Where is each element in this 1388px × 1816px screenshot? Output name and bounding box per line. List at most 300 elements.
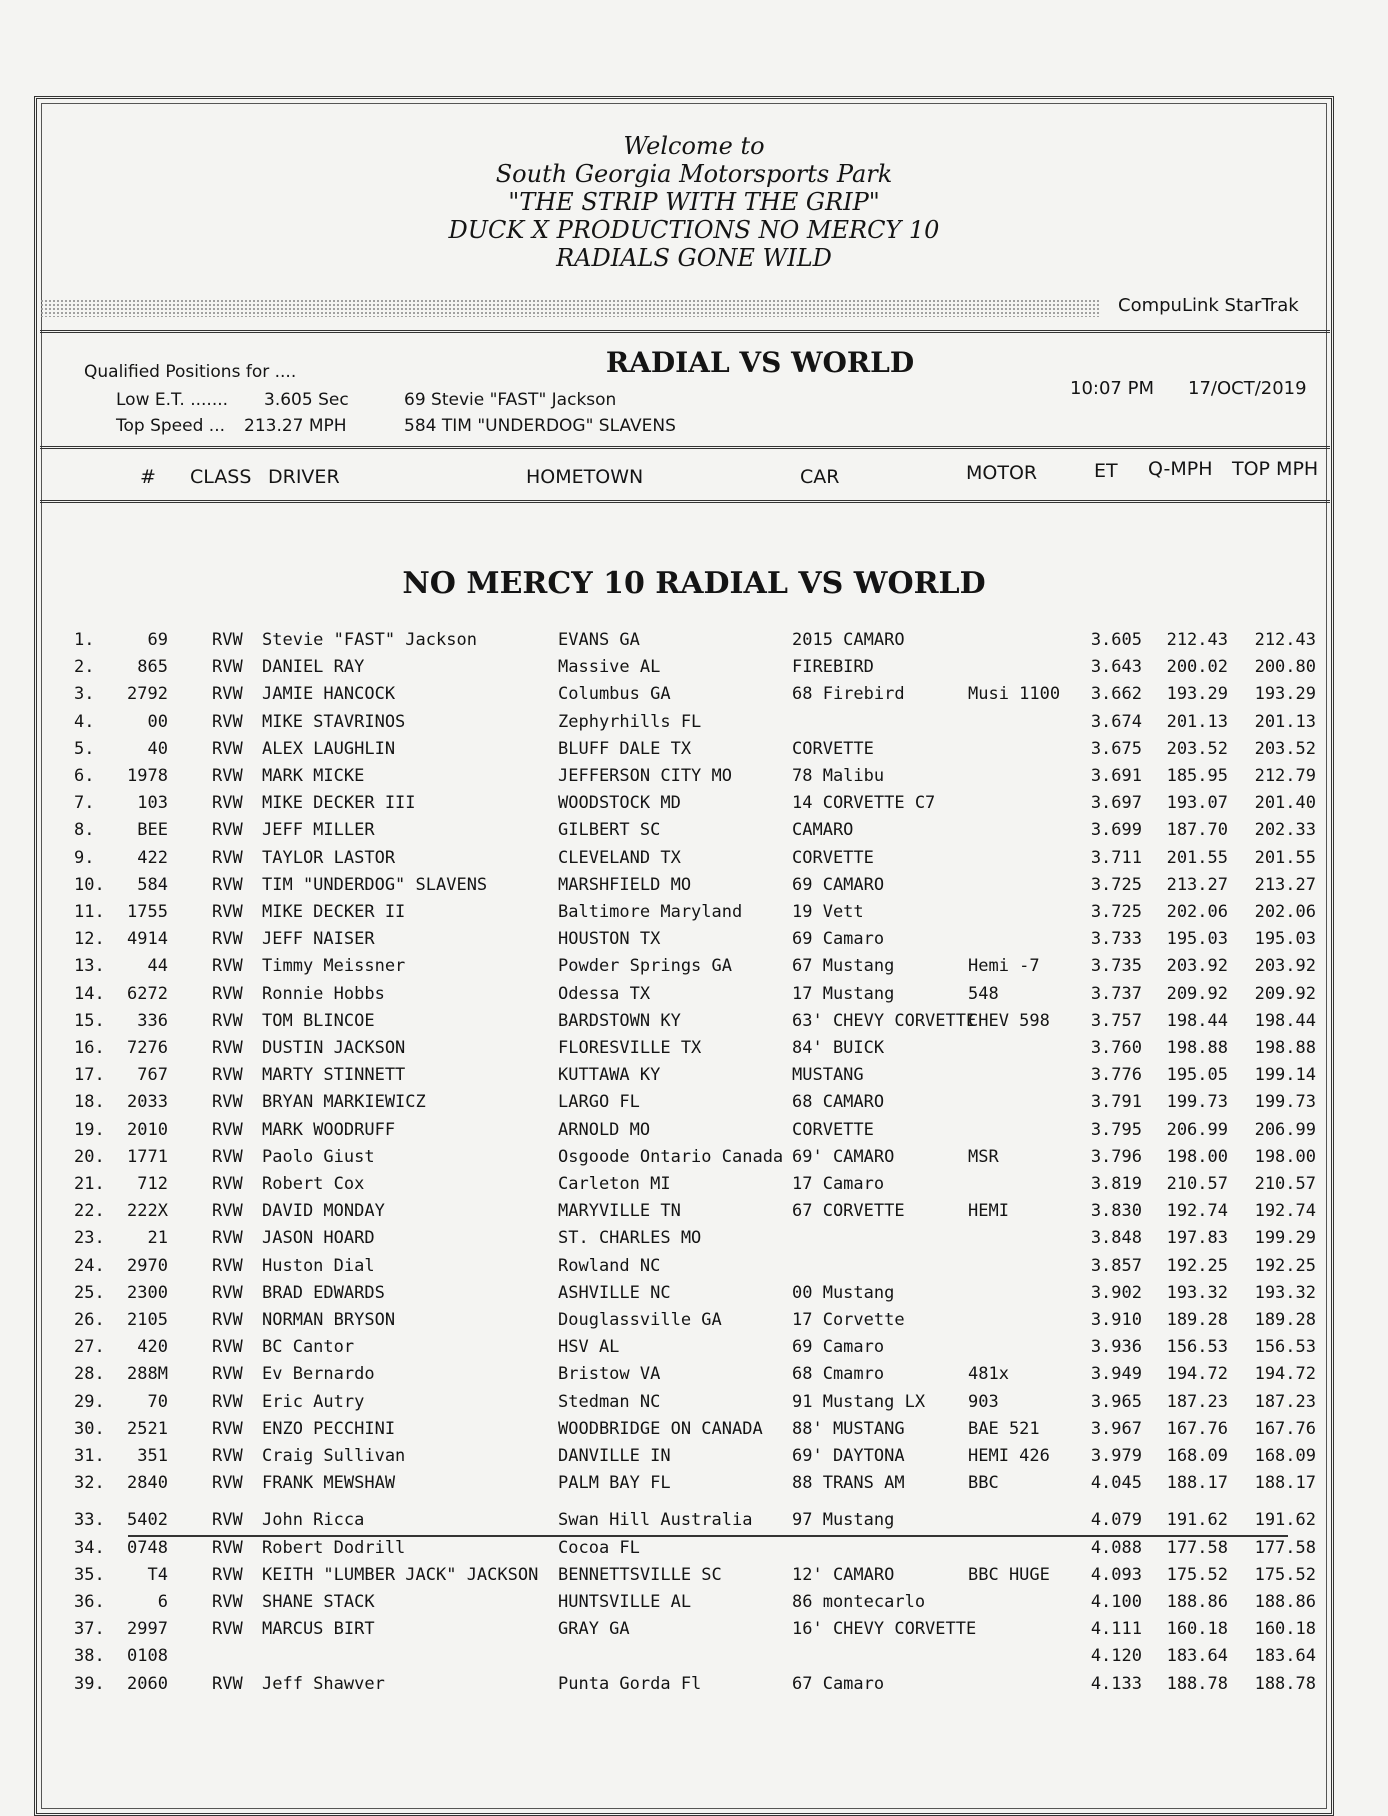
header-line: RADIALS GONE WILD [556, 244, 832, 272]
cell-driver: ALEX LAUGHLIN [262, 738, 396, 759]
table-row [0, 766, 1388, 793]
cell-top-mph: 212.43 [1254, 630, 1316, 650]
cell-qualifying-mph: 198.88 [1166, 1038, 1228, 1058]
cell-motor: HEMI [968, 1201, 1009, 1222]
table-row [0, 1510, 1388, 1537]
cell-car: 17 Camaro [792, 1174, 885, 1194]
cell-driver: BC Cantor [262, 1337, 355, 1358]
cell-class: RVW [212, 1092, 243, 1113]
table-row [0, 1011, 1388, 1038]
cell-class: RVW [212, 956, 243, 977]
cell-top-mph: 201.13 [1254, 711, 1316, 732]
cell-driver: TAYLOR LASTOR [262, 847, 396, 868]
cell-et: 4.079 [1090, 1510, 1142, 1531]
col-qmph: Q-MPH [1148, 458, 1213, 480]
cell-et: 3.776 [1090, 1065, 1142, 1086]
cell-car-number: 6272 [127, 983, 168, 1004]
cell-car-number: 222X [127, 1201, 168, 1222]
cell-top-mph: 192.25 [1254, 1255, 1316, 1276]
cell-motor: CHEV 598 [968, 1010, 1050, 1031]
cell-driver: MARCUS BIRT [262, 1619, 375, 1640]
cell-qualifying-mph: 198.00 [1166, 1146, 1228, 1167]
cell-position: 6. [74, 766, 95, 786]
cell-driver: MIKE DECKER II [262, 902, 406, 922]
cell-car-number: 865 [137, 657, 168, 678]
cell-car-number: 767 [137, 1065, 168, 1086]
cell-hometown: Zephyrhills FL [558, 711, 702, 732]
cell-class: RVW [212, 1537, 243, 1558]
cell-position: 11. [74, 902, 105, 922]
cell-et: 3.791 [1090, 1092, 1142, 1113]
qualified-label: Qualified Positions for .... [84, 362, 297, 382]
table-row [0, 1419, 1388, 1446]
cell-qualifying-mph: 183.64 [1166, 1646, 1228, 1667]
cell-car: 69 Camaro [792, 929, 885, 950]
cell-position: 31. [74, 1446, 105, 1466]
table-row [0, 1065, 1388, 1092]
cell-et: 3.733 [1090, 929, 1142, 950]
cell-et: 4.111 [1090, 1619, 1142, 1640]
cell-class: RVW [212, 1510, 243, 1531]
cell-hometown: ST. CHARLES MO [558, 1228, 702, 1249]
table-row [0, 1565, 1388, 1592]
cell-car: 12' CAMARO [792, 1564, 895, 1585]
cell-top-mph: 198.00 [1254, 1146, 1316, 1167]
table-row [0, 1646, 1388, 1673]
low-et-driver: 69 Stevie "FAST" Jackson [404, 390, 617, 410]
cell-car: CORVETTE [792, 1119, 874, 1140]
cell-position: 26. [74, 1310, 105, 1330]
low-et-value: 3.605 Sec [264, 390, 349, 410]
table-row [0, 956, 1388, 983]
cell-top-mph: 193.29 [1254, 684, 1316, 705]
cell-car: 69' CAMARO [792, 1146, 895, 1167]
cell-qualifying-mph: 200.02 [1166, 657, 1228, 678]
cell-top-mph: 195.03 [1254, 929, 1316, 950]
cell-position: 1. [74, 630, 95, 650]
cell-car: 88 TRANS AM [792, 1473, 905, 1494]
cell-top-mph: 198.88 [1254, 1038, 1316, 1058]
cell-driver: DAVID MONDAY [262, 1201, 385, 1222]
top-speed-label: Top Speed ... [116, 416, 225, 436]
cell-position: 22. [74, 1201, 105, 1222]
cell-position: 14. [74, 983, 105, 1004]
cell-et: 3.725 [1090, 902, 1142, 922]
cell-et: 3.796 [1090, 1146, 1142, 1167]
cell-driver: Timmy Meissner [262, 956, 406, 977]
cell-qualifying-mph: 185.95 [1166, 766, 1228, 786]
cell-top-mph: 212.79 [1254, 766, 1316, 786]
cell-position: 18. [74, 1092, 105, 1113]
cell-top-mph: 200.80 [1254, 657, 1316, 678]
cell-hometown: Cocoa FL [558, 1537, 640, 1558]
cell-top-mph: 198.44 [1254, 1010, 1316, 1031]
cell-top-mph: 168.09 [1254, 1446, 1316, 1466]
cell-et: 3.949 [1090, 1364, 1142, 1385]
cell-car: 2015 CAMARO [792, 630, 905, 650]
col-driver: DRIVER [268, 466, 340, 488]
cell-driver: DUSTIN JACKSON [262, 1038, 406, 1058]
cell-car-number: 7276 [127, 1038, 168, 1058]
cell-top-mph: 213.27 [1254, 874, 1316, 895]
cell-position: 38. [74, 1646, 105, 1667]
cell-hometown: PALM BAY FL [558, 1473, 671, 1494]
table-row [0, 1256, 1388, 1283]
welcome-header [0, 132, 1388, 272]
cell-class: RVW [212, 874, 243, 895]
header-line: "THE STRIP WITH THE GRIP" [508, 188, 880, 216]
cell-motor: BBC HUGE [968, 1564, 1050, 1585]
cell-class: RVW [212, 1038, 243, 1058]
cell-driver: JEFF MILLER [262, 820, 375, 841]
cell-position: 24. [74, 1255, 105, 1276]
cell-qualifying-mph: 192.25 [1166, 1255, 1228, 1276]
cell-class: RVW [212, 1337, 243, 1358]
cell-position: 19. [74, 1119, 105, 1140]
cell-et: 3.675 [1090, 738, 1142, 759]
cell-driver: Robert Cox [262, 1174, 365, 1194]
cell-car: 78 Malibu [792, 766, 885, 786]
cell-et: 3.674 [1090, 711, 1142, 732]
cell-qualifying-mph: 177.58 [1166, 1537, 1228, 1558]
cell-hometown: Osgoode Ontario Canada [558, 1146, 784, 1167]
cell-hometown: HSV AL [558, 1337, 620, 1358]
cell-top-mph: 191.62 [1254, 1510, 1316, 1531]
cell-et: 3.830 [1090, 1201, 1142, 1222]
cell-car-number: 70 [147, 1391, 168, 1412]
cell-driver: BRAD EDWARDS [262, 1282, 385, 1303]
cell-et: 4.088 [1090, 1537, 1142, 1558]
cell-position: 7. [74, 793, 95, 814]
col-num: # [140, 466, 156, 488]
cell-driver: KEITH "LUMBER JACK" JACKSON [262, 1564, 539, 1585]
cell-position: 20. [74, 1146, 105, 1167]
cell-qualifying-mph: 195.03 [1166, 929, 1228, 950]
table-row [0, 1473, 1388, 1500]
cell-position: 39. [74, 1673, 105, 1694]
cell-car: 17 Mustang [792, 983, 895, 1004]
table-row [0, 1674, 1388, 1701]
cell-car-number: 712 [137, 1174, 168, 1194]
cell-position: 21. [74, 1174, 105, 1194]
dotted-band [40, 299, 1100, 317]
cell-class: RVW [212, 1564, 243, 1585]
cell-class: RVW [212, 847, 243, 868]
cell-qualifying-mph: 167.76 [1166, 1418, 1228, 1439]
cell-class: RVW [212, 1282, 243, 1303]
cell-hometown: Powder Springs GA [558, 956, 732, 977]
table-row [0, 820, 1388, 847]
table-row [0, 1337, 1388, 1364]
cell-car: 67 CORVETTE [792, 1201, 905, 1222]
cell-qualifying-mph: 213.27 [1166, 874, 1228, 895]
cell-et: 3.848 [1090, 1228, 1142, 1249]
cell-car-number: 4914 [127, 929, 168, 950]
cell-position: 12. [74, 929, 105, 950]
cell-car: 16' CHEVY CORVETTE [792, 1619, 977, 1640]
cell-driver: FRANK MEWSHAW [262, 1473, 396, 1494]
table-row [0, 1592, 1388, 1619]
cell-top-mph: 194.72 [1254, 1364, 1316, 1385]
cell-qualifying-mph: 206.99 [1166, 1119, 1228, 1140]
cell-hometown: CLEVELAND TX [558, 847, 681, 868]
cell-top-mph: 188.78 [1254, 1673, 1316, 1694]
cell-qualifying-mph: 175.52 [1166, 1564, 1228, 1585]
cell-car: 68 Cmamro [792, 1364, 885, 1385]
cell-qualifying-mph: 188.86 [1166, 1592, 1228, 1612]
cell-et: 3.819 [1090, 1174, 1142, 1194]
table-row [0, 1038, 1388, 1065]
cell-position: 15. [74, 1010, 105, 1031]
cell-qualifying-mph: 156.53 [1166, 1337, 1228, 1358]
cell-class: RVW [212, 1174, 243, 1194]
cell-car-number: 422 [137, 847, 168, 868]
cell-qualifying-mph: 210.57 [1166, 1174, 1228, 1194]
cell-top-mph: 206.99 [1254, 1119, 1316, 1140]
cell-car-number: 21 [147, 1228, 168, 1249]
cell-et: 3.711 [1090, 847, 1142, 868]
cell-top-mph: 199.73 [1254, 1092, 1316, 1113]
cell-driver: DANIEL RAY [262, 657, 365, 678]
cell-motor: BBC [968, 1473, 999, 1494]
cell-hometown: FLORESVILLE TX [558, 1038, 702, 1058]
cell-qualifying-mph: 193.32 [1166, 1282, 1228, 1303]
cell-hometown: BLUFF DALE TX [558, 738, 692, 759]
cell-et: 3.605 [1090, 630, 1142, 650]
cell-position: 16. [74, 1038, 105, 1058]
cell-car: 19 Vett [792, 902, 864, 922]
cell-qualifying-mph: 201.13 [1166, 711, 1228, 732]
cell-top-mph: 156.53 [1254, 1337, 1316, 1358]
cell-hometown: EVANS GA [558, 630, 640, 650]
cell-et: 4.093 [1090, 1564, 1142, 1585]
cell-top-mph: 201.55 [1254, 847, 1316, 868]
cell-motor: 903 [968, 1391, 999, 1412]
table-row [0, 1174, 1388, 1201]
cell-class: RVW [212, 711, 243, 732]
cell-class: RVW [212, 820, 243, 841]
cell-hometown: MARSHFIELD MO [558, 874, 692, 895]
header-line: South Georgia Motorsports Park [495, 160, 893, 188]
cell-qualifying-mph: 191.62 [1166, 1510, 1228, 1531]
cell-car-number: 1978 [127, 766, 168, 786]
cell-motor: 481x [968, 1364, 1009, 1385]
report-time: 10:07 PM [1070, 378, 1154, 399]
cell-class: RVW [212, 738, 243, 759]
cell-top-mph: 177.58 [1254, 1537, 1316, 1558]
cell-car-number: 2033 [127, 1092, 168, 1113]
cell-car: 69 CAMARO [792, 874, 885, 895]
low-et-label: Low E.T. ....... [116, 390, 229, 410]
cell-top-mph: 202.06 [1254, 902, 1316, 922]
header-line: DUCK X PRODUCTIONS NO MERCY 10 [448, 216, 940, 244]
cell-qualifying-mph: 195.05 [1166, 1065, 1228, 1086]
cell-class: RVW [212, 1119, 243, 1140]
cell-driver: MARK WOODRUFF [262, 1119, 396, 1140]
cell-et: 3.697 [1090, 793, 1142, 814]
cell-car-number: 69 [147, 630, 168, 650]
cell-car: 68 Firebird [792, 684, 905, 705]
cell-driver: MIKE DECKER III [262, 793, 416, 814]
cell-car-number: 2060 [127, 1673, 168, 1694]
cell-car-number: 351 [137, 1446, 168, 1466]
table-row [0, 1619, 1388, 1646]
cell-top-mph: 203.52 [1254, 738, 1316, 759]
table-row [0, 902, 1388, 929]
cell-car-number: 584 [137, 874, 168, 895]
cell-et: 3.735 [1090, 956, 1142, 977]
cell-et: 3.979 [1090, 1446, 1142, 1466]
cell-driver: Jeff Shawver [262, 1673, 385, 1694]
cell-driver: Robert Dodrill [262, 1537, 406, 1558]
cell-hometown: Baltimore Maryland [558, 902, 743, 922]
cell-car-number: 420 [137, 1337, 168, 1358]
cell-et: 3.760 [1090, 1038, 1142, 1058]
cell-hometown: WOODSTOCK MD [558, 793, 681, 814]
cell-car: 14 CORVETTE C7 [792, 793, 936, 814]
cell-top-mph: 193.32 [1254, 1282, 1316, 1303]
cell-qualifying-mph: 194.72 [1166, 1364, 1228, 1385]
cell-car: 84' BUICK [792, 1038, 885, 1058]
cell-et: 3.699 [1090, 820, 1142, 841]
cell-car: 17 Corvette [792, 1310, 905, 1330]
table-row [0, 1538, 1388, 1565]
cell-driver: JASON HOARD [262, 1228, 375, 1249]
cell-top-mph: 201.40 [1254, 793, 1316, 814]
cell-top-mph: 167.76 [1254, 1418, 1316, 1439]
table-row [0, 1392, 1388, 1419]
cell-hometown: JEFFERSON CITY MO [558, 766, 732, 786]
table-row [0, 848, 1388, 875]
cell-position: 36. [74, 1592, 105, 1612]
cell-motor: HEMI 426 [968, 1446, 1050, 1466]
table-row [0, 1120, 1388, 1147]
cell-class: RVW [212, 1391, 243, 1412]
cell-hometown: WOODBRIDGE ON CANADA [558, 1418, 763, 1439]
col-hometown: HOMETOWN [526, 466, 644, 488]
cell-position: 9. [74, 847, 95, 868]
report-date: 17/OCT/2019 [1188, 378, 1307, 399]
cell-car-number: 2792 [127, 684, 168, 705]
cell-car-number: 2105 [127, 1310, 168, 1330]
cell-driver: BRYAN MARKIEWICZ [262, 1092, 426, 1113]
cell-top-mph: 199.14 [1254, 1065, 1316, 1086]
cell-driver: Paolo Giust [262, 1146, 375, 1167]
cell-position: 32. [74, 1473, 105, 1494]
cell-qualifying-mph: 199.73 [1166, 1092, 1228, 1113]
cell-top-mph: 188.86 [1254, 1592, 1316, 1612]
cell-car: 69 Camaro [792, 1337, 885, 1358]
table-row [0, 1283, 1388, 1310]
cell-car-number: 6 [157, 1592, 168, 1612]
cell-et: 3.795 [1090, 1119, 1142, 1140]
cell-top-mph: 188.17 [1254, 1473, 1316, 1494]
cell-et: 3.967 [1090, 1418, 1142, 1439]
cell-driver: Ronnie Hobbs [262, 983, 385, 1004]
cell-qualifying-mph: 189.28 [1166, 1310, 1228, 1330]
cell-qualifying-mph: 188.78 [1166, 1673, 1228, 1694]
cell-position: 29. [74, 1391, 105, 1412]
cell-hometown: KUTTAWA KY [558, 1065, 661, 1086]
table-row [0, 657, 1388, 684]
cell-car: CORVETTE [792, 847, 874, 868]
cell-car: CAMARO [792, 820, 854, 841]
cell-hometown: ASHVILLE NC [558, 1282, 671, 1303]
table-row [0, 1364, 1388, 1391]
cell-hometown: Swan Hill Australia [558, 1510, 753, 1531]
divider [40, 500, 1330, 503]
cell-et: 4.100 [1090, 1592, 1142, 1612]
cell-class: RVW [212, 1446, 243, 1466]
cell-top-mph: 210.57 [1254, 1174, 1316, 1194]
cell-et: 3.910 [1090, 1310, 1142, 1330]
table-row [0, 630, 1388, 657]
cell-car: 97 Mustang [792, 1510, 895, 1531]
cell-car: 67 Mustang [792, 956, 895, 977]
cell-car-number: 00 [147, 711, 168, 732]
cell-car-number: T4 [147, 1564, 168, 1585]
cell-hometown: GILBERT SC [558, 820, 661, 841]
table-row [0, 929, 1388, 956]
cell-car-number: 2300 [127, 1282, 168, 1303]
cell-class: RVW [212, 1473, 243, 1494]
top-speed-driver: 584 TIM "UNDERDOG" SLAVENS [404, 416, 676, 436]
cell-et: 4.133 [1090, 1673, 1142, 1694]
cell-class: RVW [212, 1146, 243, 1167]
cell-driver: MIKE STAVRINOS [262, 711, 406, 732]
cell-class: RVW [212, 1010, 243, 1031]
cell-et: 3.965 [1090, 1391, 1142, 1412]
cell-car: 91 Mustang LX [792, 1391, 926, 1412]
cell-top-mph: 183.64 [1254, 1646, 1316, 1667]
cell-top-mph: 160.18 [1254, 1619, 1316, 1640]
cell-hometown: HOUSTON TX [558, 929, 661, 950]
cell-qualifying-mph: 193.07 [1166, 793, 1228, 814]
cell-car: 69' DAYTONA [792, 1446, 905, 1466]
cell-driver: MARTY STINNETT [262, 1065, 406, 1086]
table-row [0, 684, 1388, 711]
table-row [0, 712, 1388, 739]
divider [40, 330, 1330, 333]
table-row [0, 1201, 1388, 1228]
cell-qualifying-mph: 212.43 [1166, 630, 1228, 650]
cell-car: 86 montecarlo [792, 1592, 926, 1612]
cell-et: 3.902 [1090, 1282, 1142, 1303]
cell-position: 35. [74, 1564, 105, 1585]
cell-class: RVW [212, 929, 243, 950]
cell-qualifying-mph: 168.09 [1166, 1446, 1228, 1466]
cell-qualifying-mph: 160.18 [1166, 1619, 1228, 1640]
table-row [0, 1147, 1388, 1174]
section-title: NO MERCY 10 RADIAL VS WORLD [402, 566, 986, 601]
cell-class: RVW [212, 1065, 243, 1086]
divider [40, 446, 1330, 449]
cell-class: RVW [212, 1228, 243, 1249]
cell-hometown: Douglassville GA [558, 1310, 722, 1330]
cell-et: 3.662 [1090, 684, 1142, 705]
cell-top-mph: 202.33 [1254, 820, 1316, 841]
cell-position: 33. [74, 1510, 105, 1531]
cell-et: 4.045 [1090, 1473, 1142, 1494]
cell-car-number: 2840 [127, 1473, 168, 1494]
col-et: ET [1094, 460, 1118, 482]
table-row [0, 875, 1388, 902]
cell-position: 4. [74, 711, 95, 732]
cell-class: RVW [212, 1201, 243, 1222]
cell-car-number: 2010 [127, 1119, 168, 1140]
cell-car: 63' CHEVY CORVETTE [792, 1010, 977, 1031]
table-row [0, 793, 1388, 820]
